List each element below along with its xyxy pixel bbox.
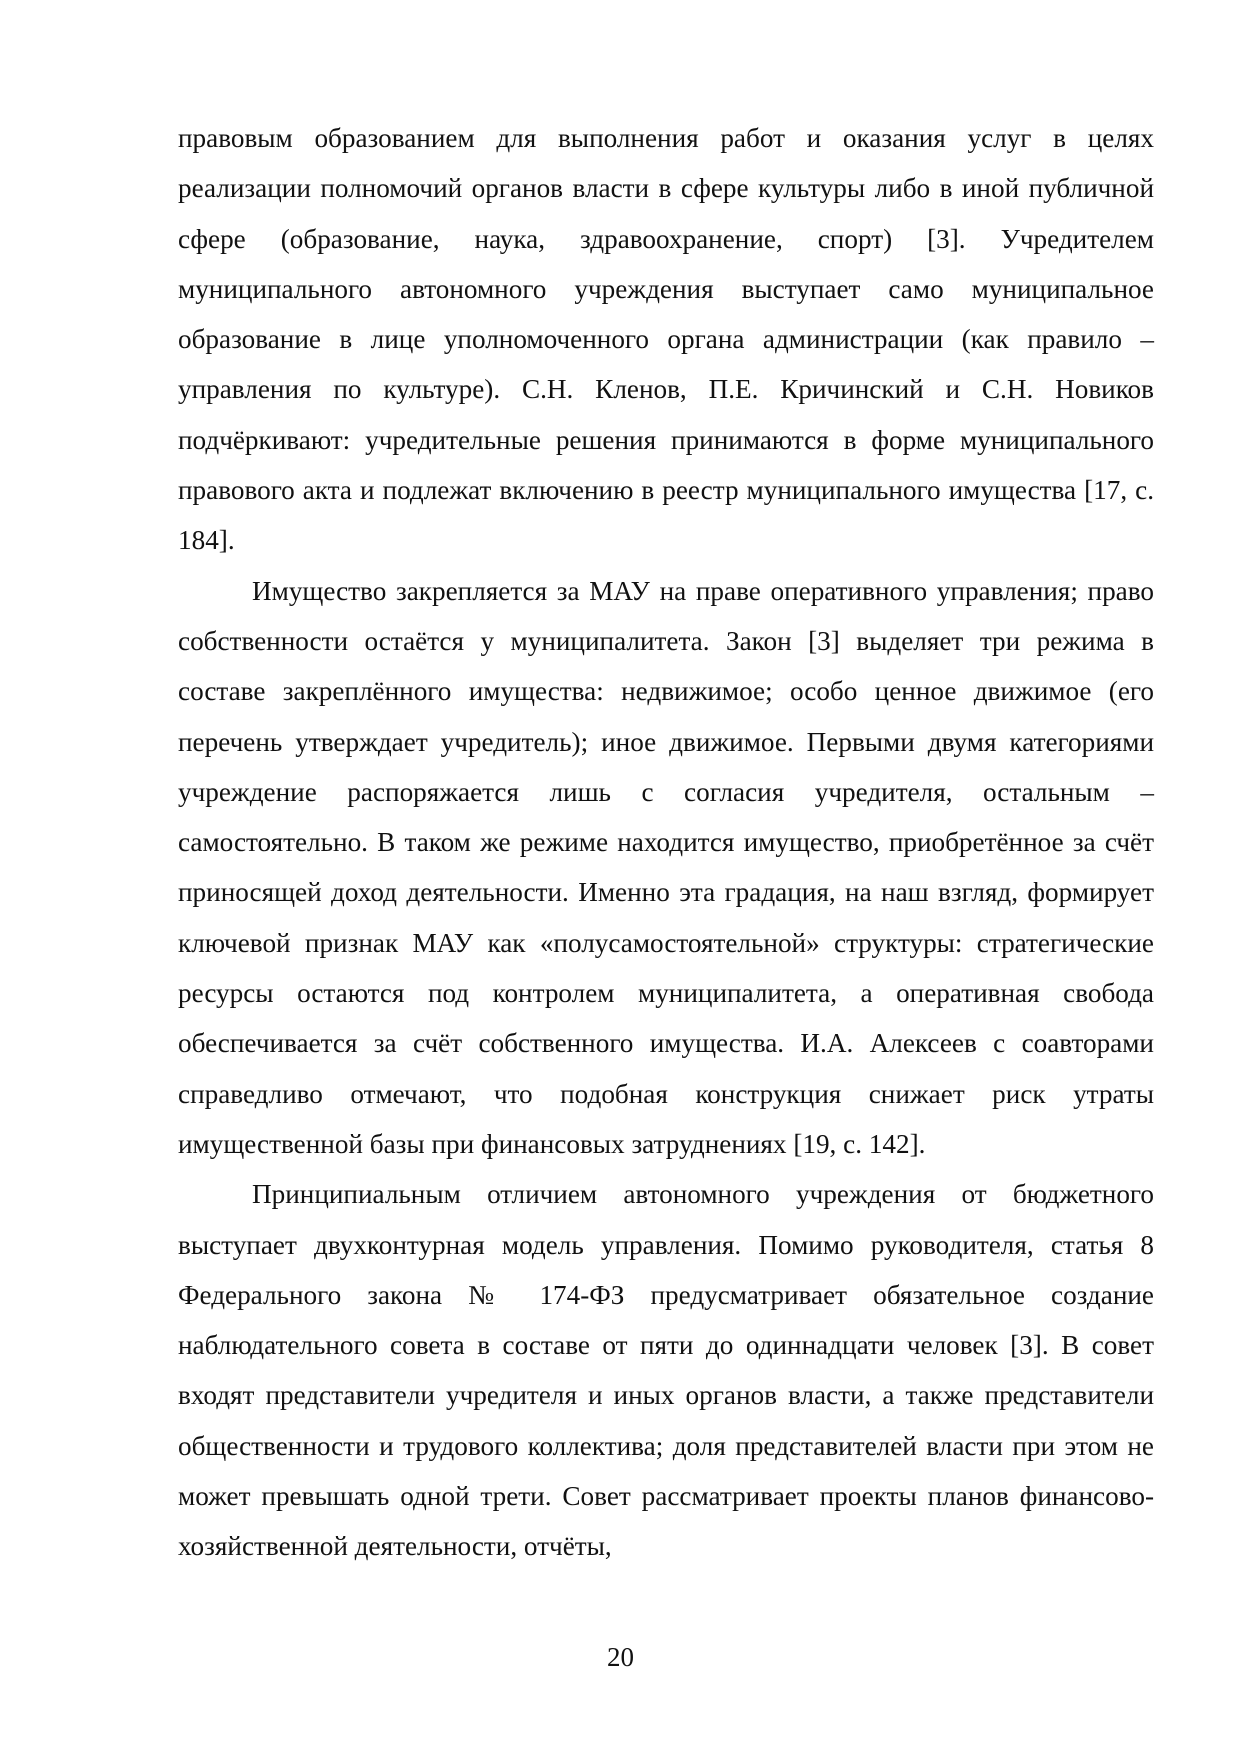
body-text	[178, 113, 1154, 1572]
paragraph-governance: Принципиальным отличием автономного учреждения от бюджетного выступает двухконтурная модель управления. Помимо руководителя, статья 8 Федерального закона № 174-ФЗ предусматривает обязательное создание наблюдательного совета в составе от пяти до одиннадцати человек [3]. В совет входят представители учредителя и иных органов власти, а также представители общественности и трудового коллектива; доля представителей власти при этом не может превышать одной трети. Совет рассматривает проекты планов финансово-хозяйственной деятельности, отчёты,	[178, 1179, 1154, 1562]
page-number: 20	[607, 1642, 634, 1672]
paragraph-property: Имущество закрепляется за МАУ на праве оперативного управления; право собственности остаётся у муниципалитета. Закон [3] выделяет три режима в составе закреплённого имущества: недвижимое; особо ценное движимое (его перечень утверждает учредитель); иное движимое. Первыми двумя категориями учреждение распоряжается лишь с согласия учредителя, остальным – самостоятельно. В таком же режиме находится имущество, приобретённое за счёт приносящей доход деятельности. Именно эта градация, на наш взгляд, формирует ключевой признак МАУ как «полусамостоятельной» структуры: стратегические ресурсы остаются под контролем муниципалитета, а оперативная свобода обеспечивается за счёт собственного имущества. И.А. Алексеев с соавторами справедливо отмечают, что подобная конструкция снижает риск утраты имущественной базы при финансовых затруднениях [19, с. 142].	[178, 575, 1154, 1159]
paragraph-continuation: правовым образованием для выполнения работ и оказания услуг в целях реализации полномочий органов власти в сфере культуры либо в иной публичной сфере (образование, наука, здравоохранение, спорт) [3]. Учредителем муниципального автономного учреждения выступает само муниципальное образование в лице уполномоченного органа администрации (как правило – управления по культуре). С.Н. Кленов, П.Е. Кричинский и С.Н. Новиков подчёркивают: учредительные решения принимаются в форме муниципального правового акта и подлежат включению в реестр муниципального имущества [17, с. 184].	[178, 123, 1154, 556]
